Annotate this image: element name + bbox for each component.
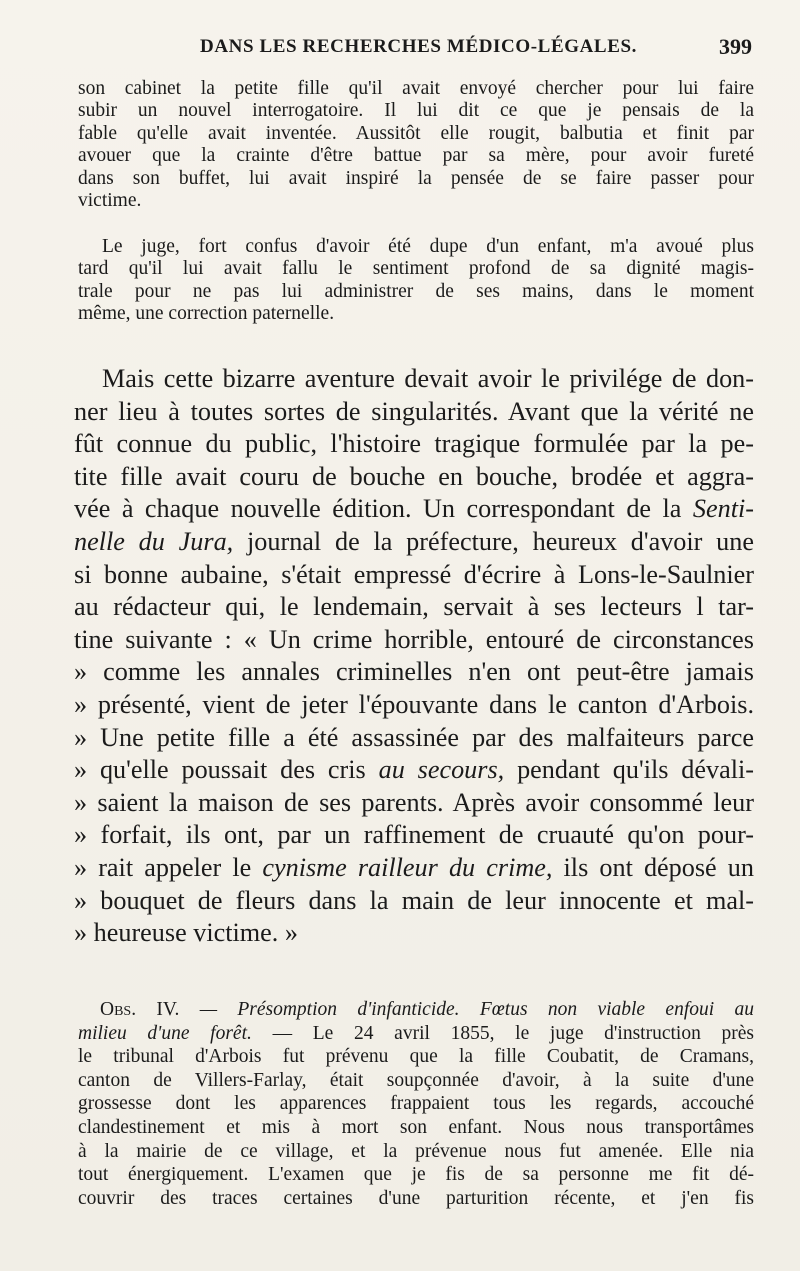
text-line xyxy=(74,493,754,526)
text-line: fût connue du public, l'histoire tragique formulée par la pe- xyxy=(74,429,754,459)
text-segment: vée à chaque nouvelle édition. Un correspondant de la xyxy=(74,494,682,524)
italic-segment: au secours, xyxy=(378,755,505,785)
italic-segment: nelle du Jura, xyxy=(74,526,234,556)
text-line xyxy=(74,754,754,787)
text-line: au rédacteur qui, le lendemain, servait à ses lecteurs l tar- xyxy=(74,592,754,622)
paragraph-1 xyxy=(78,78,754,212)
text-line: canton de Villers-Farlay, était soupçonnée d'avoir, à la suite d'une xyxy=(78,1069,754,1091)
text-line: » heureuse victime. » xyxy=(74,918,298,948)
text-segment: ils ont déposé un xyxy=(563,852,754,882)
observation-label: Obs. IV. xyxy=(100,999,180,1020)
text-line: dans son buffet, lui avait inspiré la pensée de se faire passer pour xyxy=(78,167,754,189)
running-title: DANS LES RECHERCHES MÉDICO-LÉGALES. xyxy=(200,36,637,57)
text-line: le tribunal d'Arbois fut prévenu que la fille Coubatit, de Cramans, xyxy=(78,1046,754,1068)
text-line: couvrir des traces certaines d'une parturition récente, et j'en fis xyxy=(78,1187,754,1209)
text-line: son cabinet la petite fille qu'il avait envoyé chercher pour lui faire xyxy=(78,78,754,99)
text-line: subir un nouvel interrogatoire. Il lui dit ce que je pensais de la xyxy=(78,100,754,122)
text-line: clandestinement et mis à mort son enfant. Nous nous transportâmes xyxy=(78,1116,754,1138)
paragraph-2 xyxy=(78,236,754,326)
text-line xyxy=(74,852,754,885)
text-line: » comme les annales criminelles n'en ont peut-être jamais xyxy=(74,657,754,687)
observation-iv xyxy=(78,998,754,1210)
text-line xyxy=(74,526,754,559)
page-header xyxy=(200,36,752,70)
text-segment: » qu'elle poussait des cris xyxy=(74,755,366,785)
text-line: avouer que la crainte d'être battue par sa mère, pour avoir fureté xyxy=(78,145,754,167)
text-line: victime. xyxy=(78,190,142,212)
text-line: » Une petite fille a été assassinée par des malfaiteurs parce xyxy=(74,722,754,752)
text-line: tard qu'il lui avait fallu le sentiment profond de sa dignité magis- xyxy=(78,258,754,280)
italic-segment: Senti- xyxy=(692,494,754,524)
text-line: Le juge, fort confus d'avoir été dupe d'un enfant, m'a avoué plus xyxy=(102,236,754,257)
text-line: à la mairie de ce village, et la prévenue nous fut amenée. Elle nia xyxy=(78,1140,754,1162)
text-line: ner lieu à toutes sortes de singularités. Avant que la vérité ne xyxy=(74,396,754,426)
text-line xyxy=(78,998,754,1022)
page-number: 399 xyxy=(719,34,752,59)
text-line: » forfait, ils ont, par un raffinement de cruauté qu'on pour- xyxy=(74,820,754,850)
text-line: fable qu'elle avait inventée. Aussitôt elle rougit, balbutia et finit par xyxy=(78,122,754,144)
text-line: même, une correction paternelle. xyxy=(78,303,335,325)
text-segment: — Le 24 avril 1855, le juge d'instruction près xyxy=(272,1022,754,1044)
text-line: tine suivante : « Un crime horrible, entouré de circonstances xyxy=(74,624,754,654)
text-line: Mais cette bizarre aventure devait avoir le privilége de don- xyxy=(102,364,754,393)
text-line: tout énergiquement. L'examen que je fis de sa personne me fit dé- xyxy=(78,1164,754,1186)
text-segment: pendant qu'ils dévali- xyxy=(517,755,754,785)
text-line: » bouquet de fleurs dans la main de leur innocente et mal- xyxy=(74,885,754,915)
text-line: grossesse dont les apparences frappaient tous les regards, accouché xyxy=(78,1093,754,1115)
text-line: » saient la maison de ses parents. Après avoir consommé leur xyxy=(74,787,754,817)
text-segment: » rait appeler le xyxy=(74,852,252,882)
italic-segment: cynisme railleur du crime, xyxy=(262,852,553,882)
italic-segment: milieu d'une forêt. xyxy=(78,1022,252,1044)
text-segment: journal de la préfecture, heureux d'avoir une xyxy=(247,526,754,556)
text-line xyxy=(78,1022,754,1046)
text-line: trale pour ne pas lui administrer de ses mains, dans le moment xyxy=(78,280,754,302)
text-line: si bonne aubaine, s'était empressé d'écrire à Lons-le-Saulnier xyxy=(74,559,754,589)
text-line: » présenté, vient de jeter l'épouvante dans le canton d'Arbois. xyxy=(74,689,754,719)
paragraph-3 xyxy=(74,363,754,950)
text-line: tite fille avait couru de bouche en bouche, brodée et aggra- xyxy=(74,461,754,491)
observation-title: — Présomption d'infanticide. Fœtus non viable enfoui au xyxy=(199,999,754,1020)
